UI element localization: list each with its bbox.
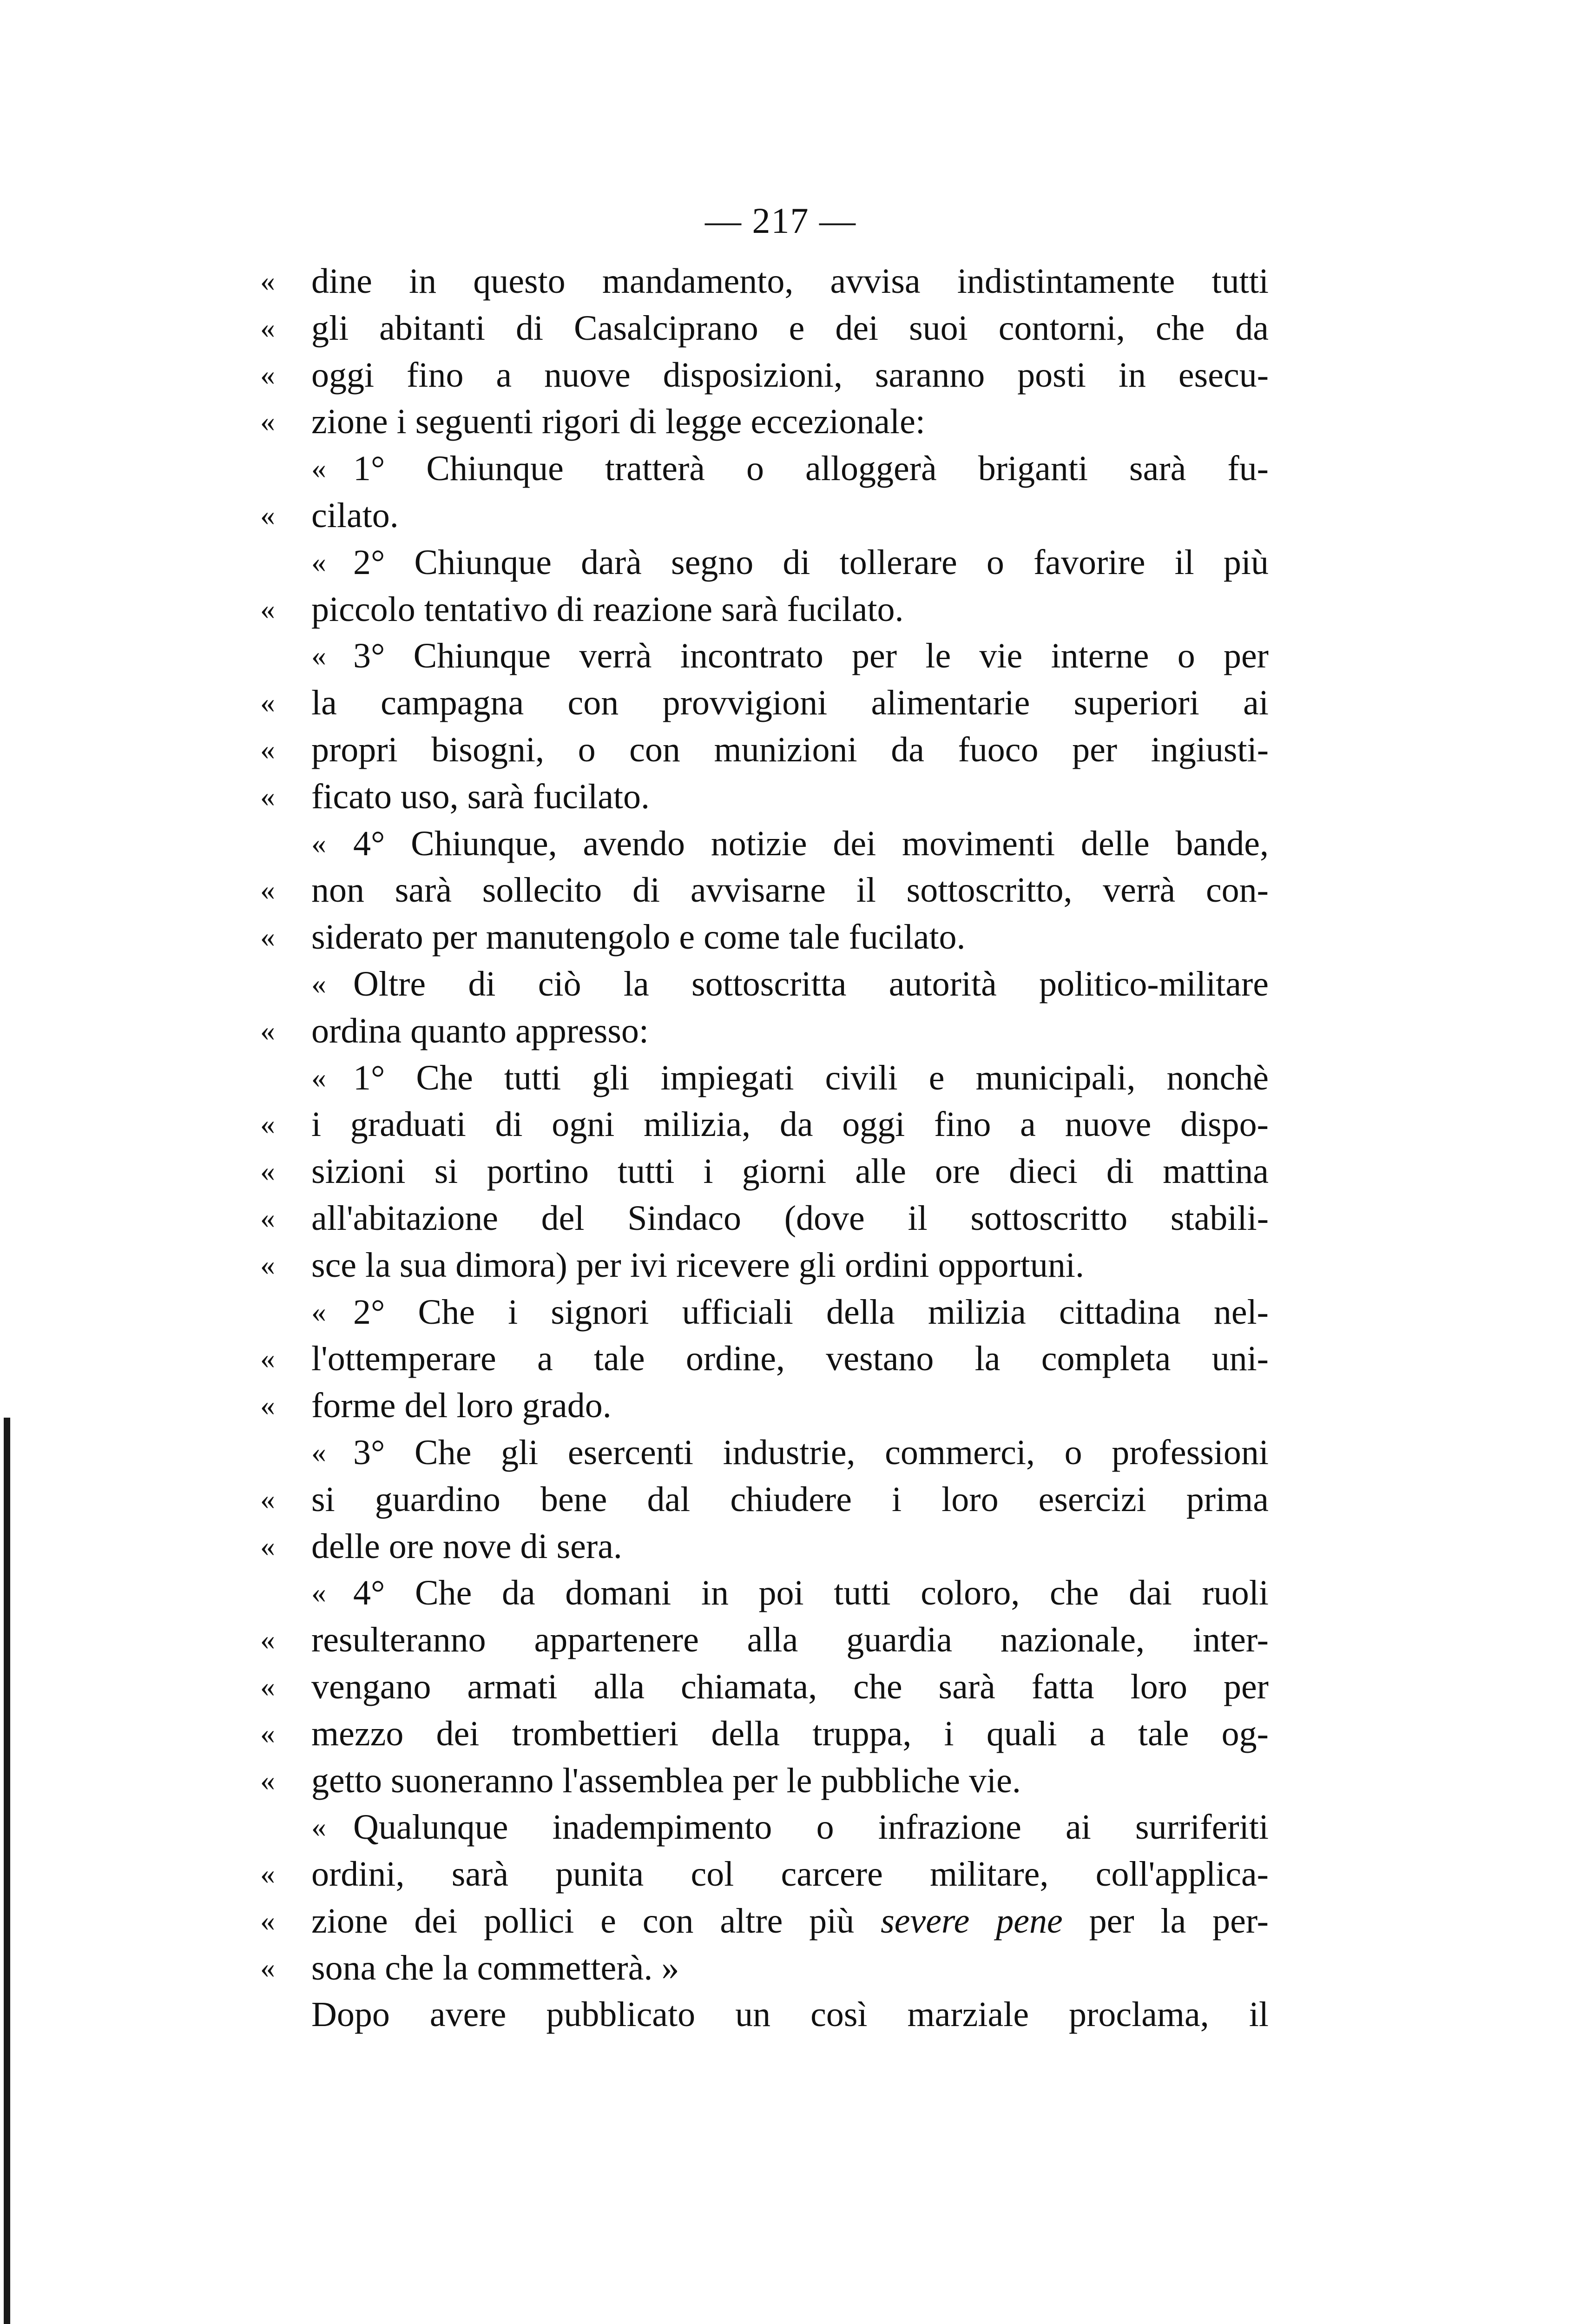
text-line: [260, 1195, 1269, 1242]
quote-mark: «: [260, 1857, 275, 1891]
line-text: ordina quanto appresso:: [311, 1011, 649, 1050]
quote-mark: «: [260, 1763, 275, 1797]
line-text: 3° Chiunque verrà incontrato per le vie interne o per: [353, 636, 1269, 676]
line-text: Qualunque inadempimento o infrazione ai surriferiti: [353, 1808, 1269, 1847]
text-line: [260, 1242, 1269, 1289]
line-text: sce la sua dimora) per ivi ricevere gli ordini opportuni.: [311, 1245, 1085, 1285]
line-text: non sarà sollecito di avvisarne il sottoscritto, verrà con-: [311, 871, 1269, 910]
text-line: [260, 1664, 1269, 1710]
line-text: Oltre di ciò la sottoscritta autorità politico-militare: [353, 964, 1269, 1004]
quote-mark: «: [311, 452, 326, 485]
line-text: piccolo tentativo di reazione sarà fucilato.: [311, 589, 904, 629]
quote-mark: «: [311, 1061, 326, 1094]
quote-mark: «: [260, 1623, 275, 1657]
text-line: [260, 633, 1269, 680]
line-text: si guardino bene dal chiudere i loro esercizi prima: [311, 1479, 1269, 1519]
text-line: [260, 1008, 1269, 1055]
line-text: l'ottemperare a tale ordine, vestano la completa uni-: [311, 1339, 1269, 1379]
line-text: zione i seguenti rigori di legge eccezionale:: [311, 402, 925, 442]
quote-mark: «: [260, 1482, 275, 1516]
text-line: [260, 1991, 1269, 2038]
quote-mark: «: [260, 1389, 275, 1422]
text-line: [260, 1476, 1269, 1523]
line-text: ficato uso, sarà fucilato.: [311, 777, 650, 816]
quote-mark: «: [260, 1108, 275, 1141]
line-text: gli abitanti di Casalciprano e dei suoi contorni, che da: [311, 308, 1269, 348]
line-text: propri bisogni, o con munizioni da fuoco per ingiusti-: [311, 730, 1269, 769]
text-line: [260, 1055, 1269, 1102]
quote-mark: «: [260, 1670, 275, 1703]
quote-mark: «: [260, 779, 275, 813]
line-text: delle ore nove di sera.: [311, 1526, 622, 1566]
text-line: [260, 914, 1269, 961]
line-text: 2° Chiunque darà segno di tollerare o favorire il più: [353, 542, 1269, 582]
text-line: [260, 726, 1269, 773]
text-line: [260, 1101, 1269, 1148]
quote-mark: «: [260, 311, 275, 344]
line-text: Dopo avere pubblicato un così marziale proclama, il: [311, 1995, 1269, 2034]
text-line: [260, 1804, 1269, 1851]
quote-mark: «: [311, 1810, 326, 1844]
line-text: all'abitazione del Sindaco (dove il sottoscritto stabili-: [311, 1198, 1269, 1238]
scan-edge-artifact: [4, 1418, 10, 2324]
quote-mark: «: [311, 545, 326, 579]
quote-mark: «: [260, 405, 275, 438]
quote-mark: «: [260, 1155, 275, 1188]
quote-mark: «: [311, 1435, 326, 1469]
quote-mark: «: [311, 1295, 326, 1328]
line-text: oggi fino a nuove disposizioni, saranno posti in esecu-: [311, 355, 1269, 395]
line-text: sizioni si portino tutti i giorni alle ore dieci di mattina: [311, 1152, 1269, 1191]
line-text: getto suoneranno l'assemblea per le pubbliche vie.: [311, 1761, 1021, 1800]
text-line: [260, 867, 1269, 914]
text-line: [260, 1289, 1269, 1336]
quote-mark: «: [260, 733, 275, 766]
quote-mark: «: [260, 920, 275, 954]
line-text: zione dei pollici e con altre più severe pene per la per-: [311, 1901, 1269, 1941]
quote-mark: «: [311, 967, 326, 1000]
text-line: [260, 539, 1269, 586]
text-line: [260, 1851, 1269, 1898]
line-text: i graduati di ogni milizia, da oggi fino a nuove dispo-: [311, 1105, 1269, 1144]
line-text: 4° Che da domani in poi tutti coloro, che dai ruoli: [353, 1573, 1269, 1613]
text-line: [260, 1148, 1269, 1195]
text-line: [260, 1898, 1269, 1945]
quote-mark: «: [260, 264, 275, 297]
line-text: resulteranno appartenere alla guardia nazionale, inter-: [311, 1620, 1269, 1660]
line-text: ordini, sarà punita col carcere militare, coll'applica-: [311, 1855, 1269, 1894]
quote-mark: «: [311, 826, 326, 860]
line-text: 3° Che gli esercenti industrie, commerci, o professioni: [353, 1433, 1269, 1472]
line-text: 4° Chiunque, avendo notizie dei movimenti delle bande,: [353, 824, 1269, 863]
quote-mark: «: [260, 1201, 275, 1235]
quote-mark: «: [311, 639, 326, 673]
body-text: [260, 258, 1269, 2038]
line-text: forme del loro grado.: [311, 1386, 612, 1426]
line-text: 1° Chiunque tratterà o alloggerà briganti sarà fu-: [353, 449, 1269, 489]
text-line: [260, 1382, 1269, 1429]
line-text: mezzo dei trombettieri della truppa, i quali a tale og-: [311, 1714, 1269, 1753]
text-line: [260, 445, 1269, 492]
text-line: [260, 1335, 1269, 1382]
quote-mark: «: [260, 1904, 275, 1937]
text-line: [260, 492, 1269, 539]
line-text: cilato.: [311, 495, 399, 535]
text-line: [260, 773, 1269, 820]
text-line: [260, 352, 1269, 399]
quote-mark: «: [311, 1576, 326, 1610]
text-line: [260, 1570, 1269, 1617]
text-line: [260, 820, 1269, 867]
quote-mark: «: [260, 873, 275, 907]
quote-mark: «: [260, 1951, 275, 1984]
line-text: la campagna con provvigioni alimentarie superiori ai: [311, 683, 1269, 723]
text-line: [260, 1429, 1269, 1476]
line-text: sona che la commetterà. »: [311, 1948, 679, 1987]
line-text: dine in questo mandamento, avvisa indistintamente tutti: [311, 262, 1269, 301]
quote-mark: «: [260, 358, 275, 391]
line-text: siderato per manutengolo e come tale fucilato.: [311, 918, 966, 957]
text-line: [260, 1945, 1269, 1992]
quote-mark: «: [260, 1014, 275, 1047]
page-number: — 217 —: [705, 200, 856, 241]
text-line: [260, 586, 1269, 633]
quote-mark: «: [260, 498, 275, 532]
text-line: [260, 305, 1269, 352]
line-text: 1° Che tutti gli impiegati civili e municipali, nonchè: [353, 1058, 1269, 1097]
quote-mark: «: [260, 592, 275, 626]
italic-phrase: severe pene: [881, 1901, 1063, 1941]
text-line: [260, 398, 1269, 445]
text-line: [260, 1617, 1269, 1664]
text-line: [260, 1757, 1269, 1804]
quote-mark: «: [260, 1529, 275, 1563]
text-line: [260, 1710, 1269, 1757]
quote-mark: «: [260, 686, 275, 720]
text-line: [260, 1523, 1269, 1570]
line-text: vengano armati alla chiamata, che sarà fatta loro per: [311, 1667, 1269, 1706]
quote-mark: «: [260, 1248, 275, 1281]
text-line: [260, 680, 1269, 726]
line-text: 2° Che i signori ufficiali della milizia cittadina nel-: [353, 1292, 1269, 1332]
text-line: [260, 961, 1269, 1008]
quote-mark: «: [260, 1342, 275, 1375]
text-line: [260, 258, 1269, 305]
quote-mark: «: [260, 1717, 275, 1750]
